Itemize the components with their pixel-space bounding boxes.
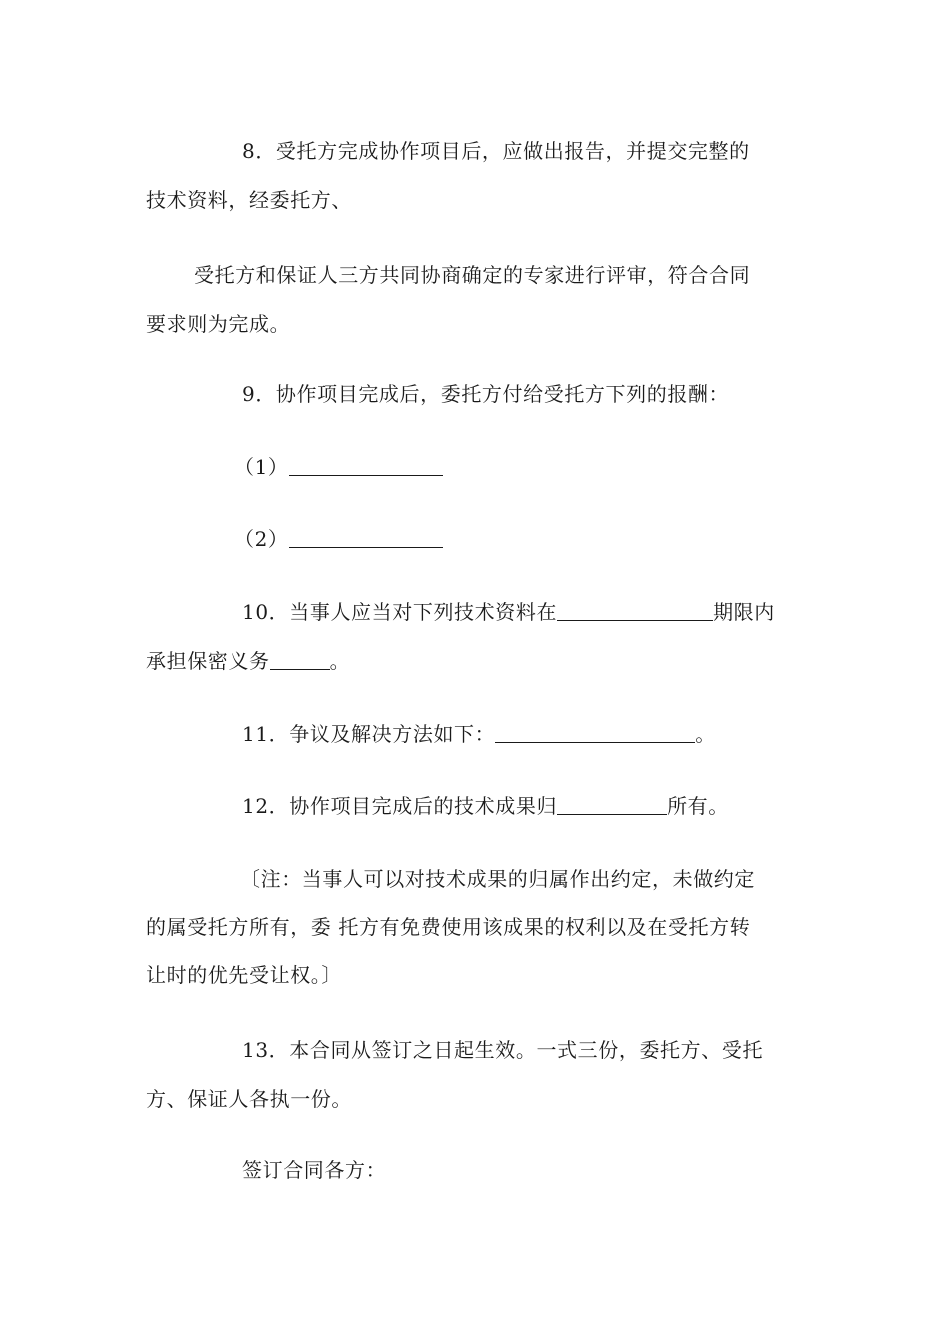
clause-10-text-a: 10．当事人应当对下列技术资料在 xyxy=(242,600,558,624)
clause-11-text-b: 。 xyxy=(695,722,716,746)
clause-8-continued-line-1: 受托方和保证人三方共同协商确定的专家进行评审，符合合同 xyxy=(194,263,751,287)
clause-13-line-1: 13．本合同从签订之日起生效。一式三份，委托方、受托 xyxy=(242,1038,764,1062)
note-line-3: 让时的优先受让权。〕 xyxy=(146,963,342,987)
payment-item-2-label: （2） xyxy=(234,527,289,551)
payment-item-1-label: （1） xyxy=(234,455,289,479)
note-line-1: 〔注：当事人可以对技术成果的归属作出约定，未做约定 xyxy=(240,867,755,891)
clause-10-text-c: 承担保密义务 xyxy=(146,649,270,673)
clause-10-line-1 xyxy=(242,588,775,636)
clause-12 xyxy=(242,782,729,830)
clause-10-period-blank[interactable] xyxy=(557,600,713,621)
clause-12-text-a: 12．协作项目完成后的技术成果归 xyxy=(242,794,558,818)
clause-8-line-2: 技术资料，经委托方、 xyxy=(146,188,352,212)
clause-12-text-b: 所有。 xyxy=(667,794,729,818)
signing-parties-heading: 签订合同各方： xyxy=(242,1158,387,1182)
payment-item-2-blank[interactable] xyxy=(289,527,443,548)
clause-11 xyxy=(242,710,716,758)
clause-13-line-2: 方、保证人各执一份。 xyxy=(146,1087,352,1111)
clause-11-text-a: 11．争议及解决方法如下： xyxy=(242,722,496,746)
note-line-2: 的属受托方所有，委 托方有免费使用该成果的权利以及在受托方转 xyxy=(146,915,751,939)
clause-11-dispute-blank[interactable] xyxy=(495,722,695,743)
payment-item-2 xyxy=(234,515,443,563)
payment-item-1 xyxy=(234,443,443,491)
clause-8-line-1: 8．受托方完成协作项目后，应做出报告，并提交完整的 xyxy=(242,139,750,163)
clause-12-owner-blank[interactable] xyxy=(557,794,667,815)
clause-10-text-b: 期限内 xyxy=(713,600,775,624)
clause-10-text-d: 。 xyxy=(329,649,351,673)
payment-item-1-blank[interactable] xyxy=(289,455,443,476)
clause-8-continued-line-2: 要求则为完成。 xyxy=(146,312,291,336)
clause-10-obligation-blank[interactable] xyxy=(270,649,330,670)
clause-9: 9．协作项目完成后，委托方付给受托方下列的报酬： xyxy=(242,382,730,406)
clause-10-line-2 xyxy=(146,637,350,685)
